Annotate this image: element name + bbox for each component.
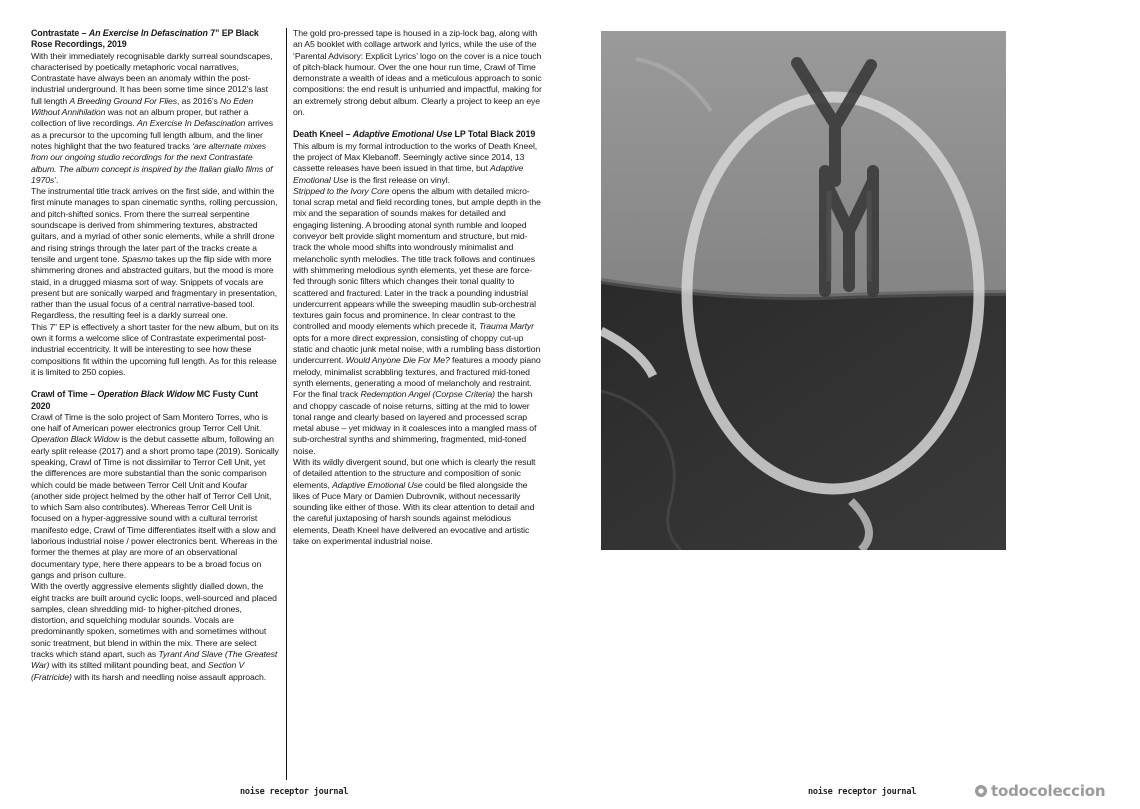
review-paragraph: The gold pro-pressed tape is housed in a zip-lock bag, along with an A5 booklet with collage artwork and lyrics, while the use of the ‘Parental Advisory: Explicit Lyrics’ logo on the cover is a nice touch of pitch-black humour. Over the one hour run time, Crawl of Time demonstrate a wealth of ideas and a meticulous approach to sonic compositions: the end result is unhurried and impactful, making for an extremely strong debut album. Clearly a project to keep an eye on. [293, 28, 542, 118]
review-format-label: LP Total Black 2019 [452, 129, 536, 140]
review-paragraph: Stripped to the Ivory Core opens the album with detailed micro-tonal scrap metal and field recording tones, but ample depth in the mix and the separation of sounds makes for detailed and engaging listening. A brooding atonal synth rumble and looped conveyor belt provide slight momentum and structure, but mid-track the whole mood shifts into wondrously minimalist and melancholic synth melodies. The title track follows and continues with shimmering melodious synth elements, yet these are force-fed through sonic filters which changes their tonal quality to scattered and fractured. Later in the track a pounding industrial undercurrent appears while the sweeping maudlin sub-orchestral textures gain focus and prominence. In clear contrast to the controlled and moody elements which precede it, Trauma Martyr opts for a more direct expression, consisting of choppy cut-up static and chaotic junk metal noise, with a rumbling bass distortion undercurrent. Would Anyone Die For Me? features a moody piano melody, minimalist scrabbling textures, and fractured mid-toned synth elements, generating a mood of melancholy and restraint. For the final track Redemption Angel (Corpse Criteria) the harsh and choppy cascade of noise returns, sitting at the mid to lower tonal range and clearly based on layered and processed scrap metal abuse – yet midway in it coalesces into a mangled mass of sub-orchestral synths and shimmering, fragmented, mid-toned noise. [293, 185, 541, 456]
review-crawl-of-time [31, 389, 279, 683]
review-heading [31, 389, 279, 412]
review-paragraph: This album is my formal introduction to the works of Death Kneel, the project of Max Klebanoff. Seemingly active since 2014, 13 cassette releases have been issued in that time, but Adaptive Emotional Use is the first release on vinyl. [293, 140, 538, 185]
review-death-kneel [293, 129, 543, 547]
review-artist: Death Kneel – [293, 129, 353, 140]
watermark [974, 782, 1105, 800]
review-paragraph: With their immediately recognisable darkly surreal soundscapes, characterised by poetically metaphoric vocal narratives, Contrastate have always been an anomaly within the post-industrial underground. It has been some time since 2012’s last full length A Breeding Ground For Flies, as 2016’s No Eden Without Annihilation was not an album proper, but rather a collection of live recordings. An Exercise In Defascination arrives as a precursor to the upcoming full length album, and the liner notes highlight that the two featured tracks ‘are alternate mixes from our ongoing studio recordings for the next Contrastate album. The album concept is inspired by the Italian giallo films of 1970s’. [31, 50, 273, 185]
review-paragraph: With the overtly aggressive elements slightly dialled down, the eight tracks are built around cyclic loops, well-sourced and placed samples, clean shredding mid- to higher-pitched drones, distortion, and squelching modular sounds. Vocals are predominantly spoken, sometimes with and sometimes without sonic treatment, but blend in within the mix. There are select tracks which stand apart, such as Tyrant And Slave (The Greatest War) with its stilted militant pounding beat, and Section V (Fratricide) with its harsh and needling noise assault approach. [31, 581, 278, 682]
watermark-text: todocoleccion [991, 782, 1106, 800]
footer-journal-name: noise receptor journal [240, 787, 349, 797]
text-column-right [293, 28, 543, 547]
review-paragraph: Crawl of Time is the solo project of Sam Montero Torres, who is one half of American power electronics group Terror Cell Unit. Operation Black Widow is the debut cassette album, following an early split release (2017) and a short promo tape (2019). Sonically speaking, Crawl of Time is not dissimilar to Terror Cell Unit, yet the differences are more substantial than the sonic comparison which could be made between Terror Cell Unit and Koufar (another side project helmed by the other half of Terror Cell Unit, to which Sam also contributes). Whereas Terror Cell Unit is focused on a hyper-aggressive sound with a cultural terrorist manifesto edge, Crawl of Time differentiates itself with a slow and laborious industrial noise / power electronics bent. Whereas in the former the themes at play are more of an observational documentary type, here there appears to be a broad focus on gangs and prison culture. [31, 411, 279, 580]
text-column-left [31, 28, 279, 683]
album-cover-artwork [601, 31, 1006, 550]
review-album-title: Adaptive Emotional Use [352, 129, 453, 140]
review-heading [31, 28, 279, 51]
review-paragraph: The instrumental title track arrives on the first side, and within the first minute manages to span cinematic synths, rolling percussion, and pitch-shifted sonics. From there the surreal serpentine soundscape is derived from shimmering textures, abstracted guitars, and a myriad of other sonic elements, while a shrill drone and rising strings through the later part of the tracks create a tensile and urgent tone. Spasmo takes up the flip side with more shimmering drones and abstracted guitars, but the mood is more staid, in a drugged miasma sort of way. Snippets of vocals are present but are sonically warped and fragmentary in presentation, rather than the usual focus of a central narrative-based tool. Regardless, the resulting feel is a darkly surreal one. [31, 186, 278, 321]
review-paragraph: This 7” EP is effectively a short taster for the new album, but on its own it forms a welcome slice of Contrastate experimental post-industrial eccentricity. It will be interesting to see how these compositions fit within the upcoming full length. As for this release it is limited to 250 copies. [31, 321, 279, 377]
review-artist: Contrastate – [31, 28, 89, 38]
todocoleccion-logo-icon [974, 784, 988, 798]
review-album-title: Operation Black Widow [97, 389, 195, 400]
review-format-label: MC Fusty Cunt 2020 [31, 389, 258, 411]
review-album-title: An Exercise In Defascination [88, 28, 208, 38]
footer-journal-name: noise receptor journal [808, 787, 917, 797]
review-heading [293, 129, 543, 140]
review-paragraph: With its wildly divergent sound, but one which is clearly the result of detailed attention to the structure and composition of sonic elements, Adaptive Emotional Use could be filed alongside the likes of Puce Mary or Damien Dubrovnik, without necessarily sounding like either of those. With its clear attention to detail and the careful juxtaposing of harsh sounds against melodious elements, Death Kneel have delivered an evocative and artistic take on experimental industrial noise. [293, 456, 536, 547]
review-artist: Crawl of Time – [31, 389, 98, 400]
review-format-label: 7” EP Black Rose Recordings, 2019 [31, 28, 259, 50]
column-divider [286, 28, 287, 780]
review-contrastate [31, 28, 279, 378]
